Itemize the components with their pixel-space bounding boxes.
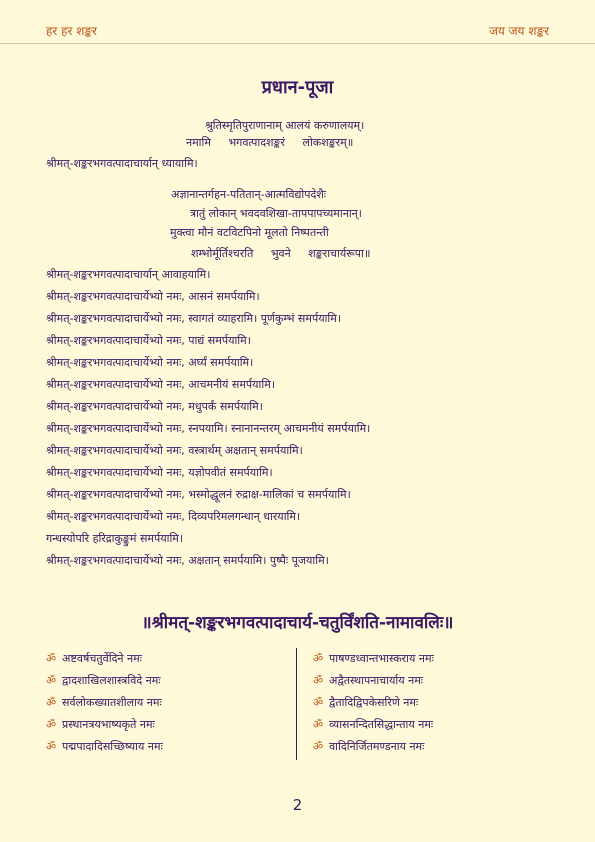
upachara-list — [46, 264, 370, 572]
upachara-line: गन्धस्योपरि हरिद्राकुङ्कुमं समर्पयामि। — [46, 532, 184, 545]
namavali-item: ॐ प्रस्थानत्रयभाष्यकृते नमः — [46, 718, 155, 731]
verse2-line-3: मुक्त्वा मौनं वटविटपिनो मूलतो निष्पतन्ती — [170, 226, 329, 239]
namavali-item: ॐ अष्टवर्षचतुर्वेदिने नमः — [46, 652, 142, 665]
namavali-title: ॥श्रीमत्-शङ्करभगवत्पादाचार्य-चतुर्विंशति-नामावलिः॥ — [141, 613, 454, 633]
header-left: हर हर शङ्कर — [46, 24, 97, 38]
upachara-line: श्रीमत्-शङ्करभगवत्पादाचार्येभ्यो नमः, मधुपर्कं समर्पयामि। — [46, 400, 263, 413]
upachara-line: श्रीमत्-शङ्करभगवत्पादाचार्यान् आवाहयामि। — [46, 268, 211, 281]
verse1-line-2: नमामि भगवत्पादशङ्करं लोकशङ्करम्॥ — [186, 136, 354, 149]
om-icon: ॐ — [46, 718, 57, 731]
namavali-item: ॐ सर्वलोकख्यातशीलाय नमः — [46, 696, 162, 709]
verse2-line-1: अज्ञानान्तर्गहन-पतितान्-आत्मविद्योपदेशैः — [171, 188, 327, 201]
page-number: 2 — [292, 796, 303, 814]
namavali-item: ॐ अद्वैतस्थापनाचार्याय नमः — [313, 674, 424, 687]
upachara-line: श्रीमत्-शङ्करभगवत्पादाचार्येभ्यो नमः, अर्घ्यं समर्पयामि। — [46, 356, 254, 369]
header-right: जय जय शङ्कर — [488, 24, 549, 38]
page-title: प्रधान-पूजा — [261, 77, 334, 98]
upachara-line: श्रीमत्-शङ्करभगवत्पादाचार्येभ्यो नमः, वस्त्रार्थम् अक्षतान् समर्पयामि। — [46, 444, 303, 457]
upachara-line: श्रीमत्-शङ्करभगवत्पादाचार्येभ्यो नमः, आसनं समर्पयामि। — [46, 290, 260, 303]
namavali-item: ॐ पद्मपादादिसच्छिष्याय नमः — [46, 740, 163, 753]
upachara-line: श्रीमत्-शङ्करभगवत्पादाचार्येभ्यो नमः, पाद्यं समर्पयामि। — [46, 334, 251, 347]
upachara-line: श्रीमत्-शङ्करभगवत्पादाचार्येभ्यो नमः, यज्ञोपवीतं समर्पयामि। — [46, 466, 273, 479]
upachara-line: श्रीमत्-शङ्करभगवत्पादाचार्येभ्यो नमः, आचमनीयं समर्पयामि। — [46, 378, 276, 391]
om-icon: ॐ — [46, 740, 57, 753]
column-divider — [296, 648, 297, 760]
om-icon: ॐ — [313, 674, 324, 687]
verse1-line-1: श्रुतिस्मृतिपुराणानाम् आलयं करुणालयम्। — [205, 119, 365, 132]
header-rule — [0, 43, 595, 44]
namavali-item: ॐ वादिनिर्जितमण्डनाय नमः — [313, 740, 425, 753]
verse2-line-2: त्रातुं लोकान् भवदवशिखा-तापपापच्यमानान्। — [190, 207, 362, 220]
om-icon: ॐ — [46, 696, 57, 709]
om-icon: ॐ — [313, 718, 324, 731]
upachara-line: श्रीमत्-शङ्करभगवत्पादाचार्येभ्यो नमः, स्नपयामि। स्नानानन्तरम् आचमनीयं समर्पयामि। — [46, 422, 371, 435]
namavali-left-column — [46, 648, 163, 758]
upachara-line: श्रीमत्-शङ्करभगवत्पादाचार्येभ्यो नमः, दिव्यपरिमलगन्धान् धारयामि। — [46, 510, 301, 523]
upachara-line: श्रीमत्-शङ्करभगवत्पादाचार्येभ्यो नमः, भस्मोद्धूलनं रुद्राक्ष-मालिकां च समर्पयामि। — [46, 488, 351, 501]
upachara-line: श्रीमत्-शङ्करभगवत्पादाचार्येभ्यो नमः, स्वागतं व्याहरामि। पूर्णकुम्भं समर्पयामि। — [46, 312, 342, 325]
om-icon: ॐ — [46, 674, 57, 687]
om-icon: ॐ — [313, 740, 324, 753]
om-icon: ॐ — [313, 696, 324, 709]
dhyana-line: श्रीमत्-शङ्करभगवत्पादाचार्यान् ध्यायामि। — [46, 157, 198, 170]
upachara-line: श्रीमत्-शङ्करभगवत्पादाचार्येभ्यो नमः, अक्षतान् समर्पयामि। पुष्पैः पूजयामि। — [46, 554, 329, 567]
om-icon: ॐ — [46, 652, 57, 665]
namavali-item: ॐ द्वैतादिद्विपकेसरिणे नमः — [313, 696, 419, 709]
namavali-item: ॐ व्यासनन्दितसिद्धान्ताय नमः — [313, 718, 434, 731]
om-icon: ॐ — [313, 652, 324, 665]
namavali-right-column — [313, 648, 434, 758]
namavali-item: ॐ द्वादशाखिलशास्त्रविदे नमः — [46, 674, 161, 687]
verse2-line-4: शम्भोर्मूर्तिश्चरति भुवने शङ्कराचार्यरूपा॥ — [191, 247, 371, 260]
namavali-item: ॐ पाषण्डध्वान्तभास्कराय नमः — [313, 652, 434, 665]
